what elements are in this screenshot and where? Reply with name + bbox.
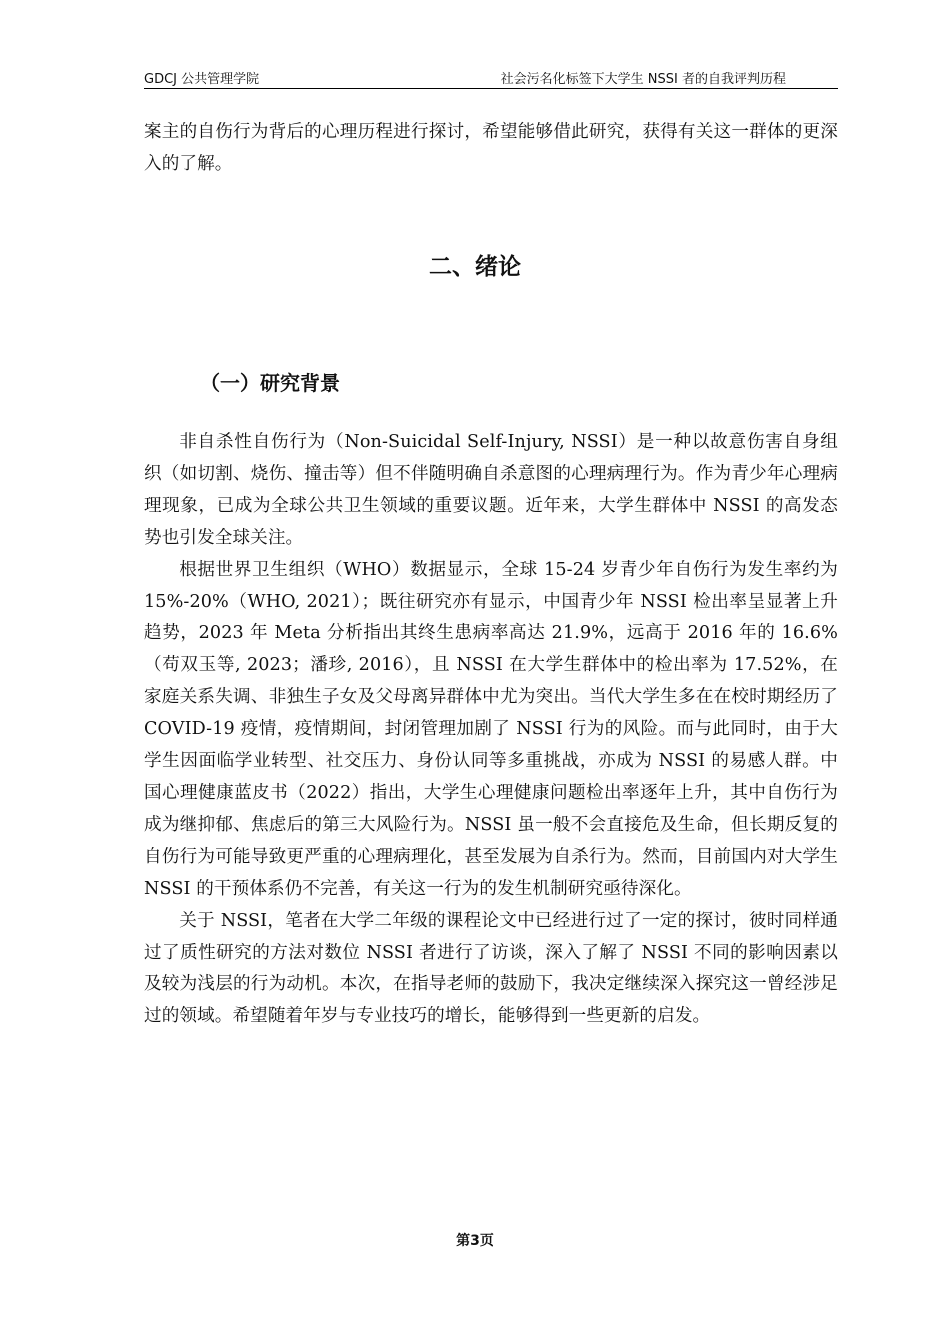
paragraph: 关于 NSSI，笔者在大学二年级的课程论文中已经进行过了一定的探讨，彼时同样通过了质性研究的方法对数位 NSSI 者进行了访谈，深入了解了 NSSI 不同的影响因素以及较为浅层的行为动机。本次，在指导老师的鼓励下，我决定继续深入探究这一曾经涉足过的领域。希望随着年岁与专业技巧的增长，能够得到一些更新的启发。 — [144, 910, 838, 1027]
section-title: （一）研究背景 — [200, 371, 340, 395]
section-body — [144, 427, 838, 1033]
paragraph: 非自杀性自伤行为（Non-Suicidal Self-Injury, NSSI）是一种以故意伤害自身组织（如切割、烧伤、撞击等）但不伴随明确自杀意图的心理病理行为。作为青少年心理病理现象，已成为全球公共卫生领域的重要议题。近年来，大学生群体中 NSSI 的高发态势也引发全球关注。 — [144, 432, 838, 548]
header-institution: GDCJ 公共管理学院 — [144, 72, 260, 87]
page-number: 第3页 — [456, 1233, 494, 1249]
header-paper-title: 社会污名化标签下大学生 NSSI 者的自我评判历程 — [500, 72, 786, 87]
intro-paragraph: 案主的自伤行为背后的心理历程进行探讨，希望能够借此研究，获得有关这一群体的更深入的了解。 — [144, 122, 838, 174]
paragraph: 根据世界卫生组织（WHO）数据显示，全球 15-24 岁青少年自伤行为发生率约为 15%-20%（WHO, 2021）；既往研究亦有显示，中国青少年 NSSI 检出率呈显著上升趋势，2023 年 Meta 分析指出其终生患病率高达 21.9%，远高于 2016 年的 16.6%（苟双玉等, 2023；潘珍, 2016），且 NSSI 在大学生群体中的检出率为 17.52%，在家庭关系失调、非独生子女及父母离异群体中尤为突出。当代大学生多在在校时期经历了 COVID-19 疫情，疫情期间，封闭管理加剧了 NSSI 行为的风险。而与此同时，由于大学生因面临学业转型、社交压力、身份认同等多重挑战，亦成为 NSSI 的易感人群。中国心理健康蓝皮书（2022）指出，大学生心理健康问题检出率逐年上升，其中自伤行为成为继抑郁、焦虑后的第三大风险行为。NSSI 虽一般不会直接危及生命，但长期反复的自伤行为可能导致更严重的心理病理化，甚至发展为自杀行为。然而，目前国内对大学生 NSSI 的干预体系仍不完善，有关这一行为的发生机制研究亟待深化。 — [144, 559, 838, 899]
page-header — [144, 66, 838, 89]
chapter-title: 二、绪论 — [429, 254, 521, 280]
